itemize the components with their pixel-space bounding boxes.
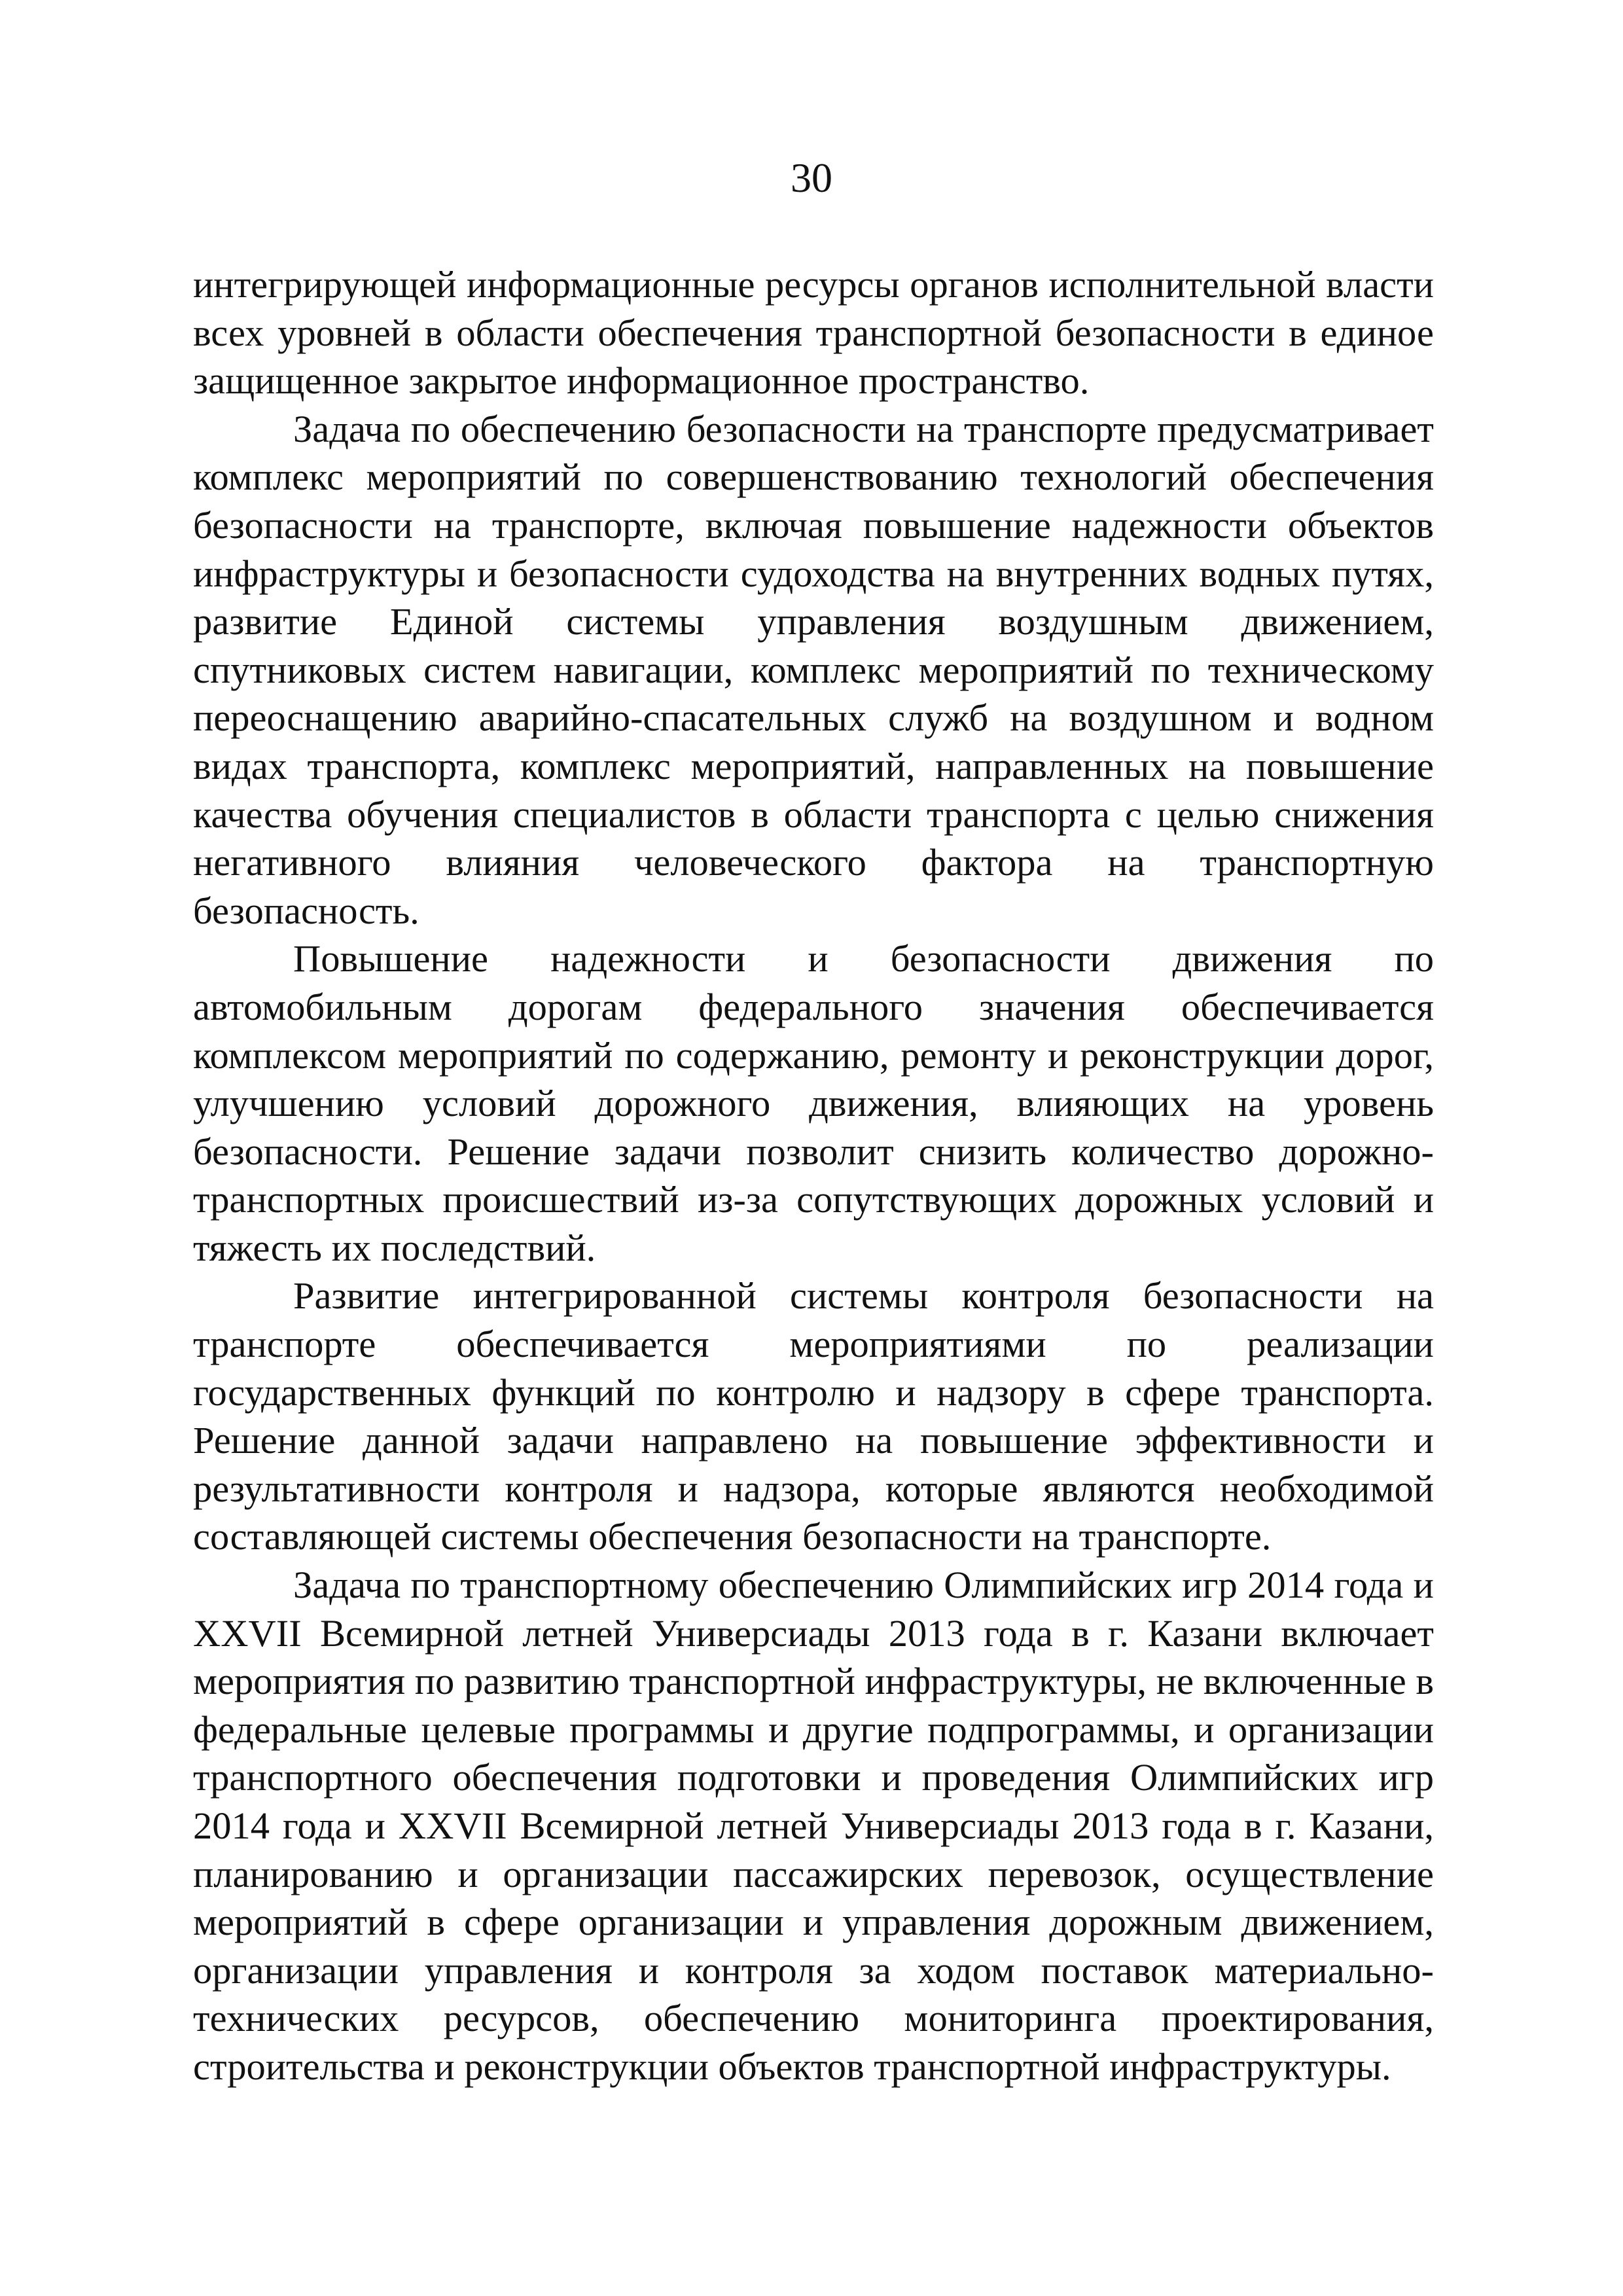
- paragraph-transport-safety-task: Задача по обеспечению безопасности на транспорте предусматривает комплекс мероприятий по совершенствованию технологий обеспечения безопасности на транспорте, включая повышение надежности объектов инфраструктуры и безопасности судоходства на внутренних водных путях, развитие Единой системы управления воздушным движением, спутниковых систем навигации, комплекс мероприятий по техническому переоснащению аварийно-спасательных служб на воздушном и водном видах транспорта, комплекс мероприятий, направленных на повышение качества обучения специалистов в области транспорта с целью снижения негативного влияния человеческого фактора на транспортную безопасность.: [193, 407, 1434, 932]
- paragraph-control-system: Развитие интегрированной системы контроля безопасности на транспорте обеспечивается мероприятиями по реализации государственных функций по контролю и надзору в сфере транспорта. Решение данной задачи направлено на повышение эффективности и результативности контроля и надзора, которые являются необходимой составляющей системы обеспечения безопасности на транспорте.: [193, 1274, 1434, 1558]
- paragraph-road-safety: Повышение надежности и безопасности движения по автомобильным дорогам федерального значения обеспечивается комплексом мероприятий по содержанию, ремонту и реконструкции дорог, улучшению условий дорожного движения, влияющих на уровень безопасности. Решение задачи позволит снизить количество дорожно-транспортных происшествий из-за сопутствующих дорожных условий и тяжесть их последствий.: [193, 937, 1434, 1269]
- page-number: 30: [791, 154, 832, 201]
- paragraph-continuation: интегрирующей информационные ресурсы органов исполнительной власти всех уровней в области обеспечения транспортной безопасности в единое защищенное закрытое информационное пространство.: [193, 263, 1434, 403]
- paragraph-olympics-universiade: Задача по транспортному обеспечению Олимпийских игр 2014 года и XXVII Всемирной летней Универсиады 2013 года в г. Казани включает мероприятия по развитию транспортной инфраструктуры, не включенные в федеральные целевые программы и другие подпрограммы, и организации транспортного обеспечения подготовки и проведения Олимпийских игр 2014 года и XXVII Всемирной летней Универсиады 2013 года в г. Казани, планированию и организации пассажирских перевозок, осуществление мероприятий в сфере организации и управления дорожным движением, организации управления и контроля за ходом поставок материально-технических ресурсов, обеспечению мониторинга проектирования, строительства и реконструкции объектов транспортной инфраструктуры.: [193, 1564, 1434, 2088]
- document-body: [193, 260, 1434, 2091]
